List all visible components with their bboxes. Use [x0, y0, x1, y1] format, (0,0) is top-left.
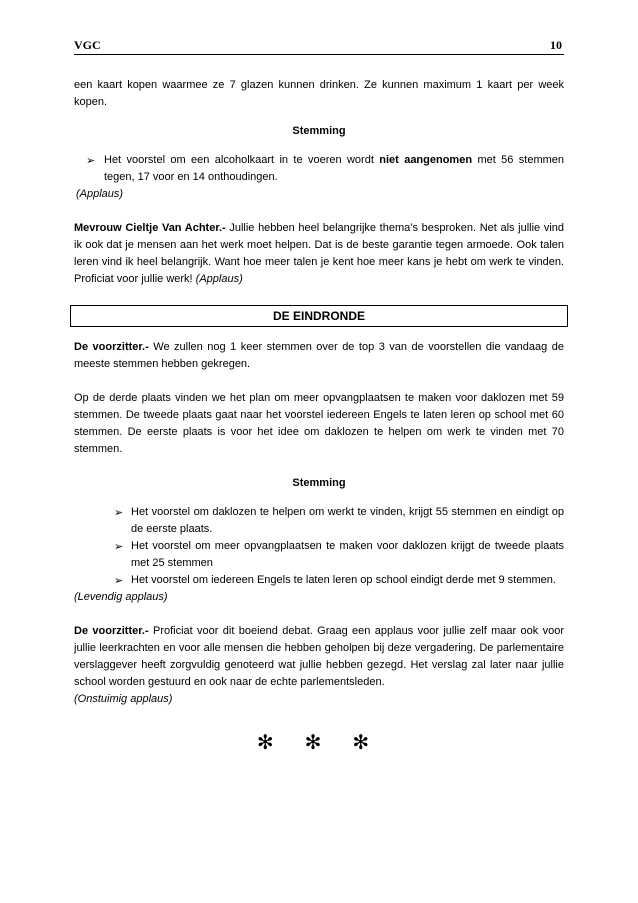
chair-paragraph-2: De voorzitter.- Proficiat voor dit boeiend debat. Graag een applaus voor jullie zelf maar ook voor jullie leerkrachten en voor alle mensen die hebben geholpen bij deze vergadering. De parlementaire verslaggever heeft zorgvuldig genoteerd wat jullie hebben gezegd. Het verslag zal later naar jullie school worden gestuurd en ook naar de echte parlementsleden.: [74, 625, 564, 688]
ranking-paragraph: Op de derde plaats vinden we het plan om meer opvangplaatsen te maken voor daklozen met 59 stemmen. De tweede plaats gaat naar het voorstel iedereen Engels te laten leren op school met 60 stemmen. De eerste plaats is voor het idee om daklozen te helpen om werk te vinden met 70 stemmen.: [74, 392, 564, 455]
applause-note-1: (Applaus): [76, 188, 124, 200]
speaker-name: De voorzitter.-: [74, 625, 149, 637]
arrow-bullet-icon: ➢: [114, 506, 124, 519]
page-content: [74, 77, 564, 754]
arrow-bullet-icon: ➢: [114, 540, 124, 553]
list-item: ➢ Het voorstel om een alcoholkaart in te voeren wordt niet aangenomen met 56 stemmen tegen, 17 voor en 14 onthoudingen.: [86, 154, 565, 183]
end-mark: ✻ ✻ ✻: [256, 730, 382, 754]
vote-heading-2: Stemming: [292, 477, 346, 489]
page-number: 10: [550, 38, 562, 52]
speech-paragraph: Mevrouw Cieltje Van Achter.- Jullie hebben heel belangrijke thema’s besproken. Net als jullie vind ik ook dat je mensen aan het werk moet helpen. Dat is de beste garantie tegen armoede. Ook talen leren vind ik heel belangrijk. Want hoe meer talen je kent hoe meer kans je hebt om werk te vinden. Proficiat voor jullie werk! (Applaus): [74, 222, 564, 285]
vote-result-list-2: [74, 504, 564, 589]
applause-note-3: (Onstuimig applaus): [74, 693, 173, 705]
chair-paragraph-1: De voorzitter.- We zullen nog 1 keer stemmen over de top 3 van de voorstellen die vandaag de meeste stemmen hebben gekregen.: [74, 341, 564, 370]
intro-paragraph: een kaart kopen waarmee ze 7 glazen kunnen drinken. Ze kunnen maximum 1 kaart per week kopen.: [74, 79, 564, 108]
vote-result-list-1: [74, 152, 564, 186]
section-title: DE EINDRONDE: [70, 305, 568, 327]
speaker-name: Mevrouw Cieltje Van Achter.-: [74, 222, 226, 234]
applause-note-2: (Levendig applaus): [74, 591, 168, 603]
list-item: ➢ Het voorstel om meer opvangplaatsen te maken voor daklozen krijgt de tweede plaats met 25 stemmen: [114, 540, 564, 569]
header-org: VGC: [74, 38, 101, 52]
list-item: ➢ Het voorstel om iedereen Engels te laten leren op school eindigt derde met 9 stemmen.: [114, 574, 556, 587]
speaker-name: De voorzitter.-: [74, 341, 149, 353]
arrow-bullet-icon: ➢: [114, 574, 124, 587]
page-header: [74, 38, 564, 55]
list-item: ➢ Het voorstel om daklozen te helpen om werkt te vinden, krijgt 55 stemmen en eindigt op de eerste plaats.: [114, 506, 564, 535]
arrow-bullet-icon: ➢: [86, 154, 96, 167]
vote-heading-1: Stemming: [292, 125, 346, 137]
